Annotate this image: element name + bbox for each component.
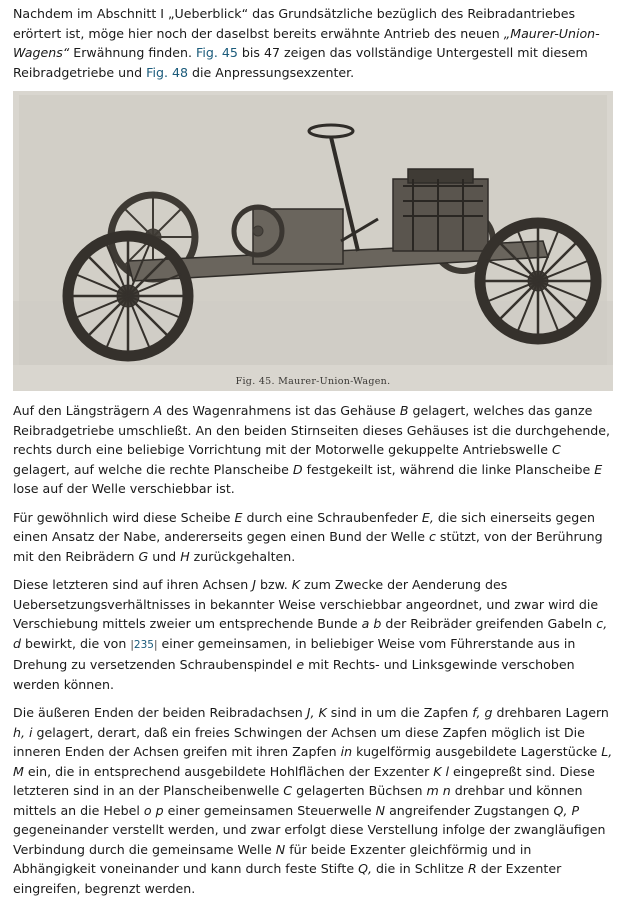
paragraph-4: Diese letzteren sind auf ihren Achsen J bzw. K zum Zwecke der Aenderung des Uebersetzungsverhältnisses in bekannter Weise verschiebbar angeordnet, und zwar wird die Verschiebung mittels zweier um entsprechende Bunde a b der Reibräder greifenden Gabeln c, d bewirkt, die von |235| einer gemeinsamen, in beliebiger Weise vom Führerstande aus in Drehung zu versetzenden Schraubenspindel e mit Rechts- und Linksgewinde verschoben werden können. [13,577,608,692]
fig-48-link[interactable]: Fig. 48 [146,64,188,80]
figure-caption: Fig. 45. Maurer-Union-Wagen. [235,376,391,387]
fig-45-link[interactable]: Fig. 45 [196,45,238,60]
intro-paragraph: Nachdem im Abschnitt I „Ueberblick“ das Grundsätzliche bezüglich des Reibradantriebes erörtert ist, möge hier noch der daselbst bereits erwähnte Antrieb des neuen „Maurer-Union-Wagens“ Erwähnung finden. Fig. 45 bis 47 zeigen das vollständige Untergestell mit diesem Reibradgetriebe und Fig. 48 die Anpressungsexzenter. [13,6,600,80]
paragraph-5: Die äußeren Enden der beiden Reibradachsen J, K sind in um die Zapfen f, g drehbaren Lagern h, i gelagert, derart, daß ein freies Schwingen der Achsen um diese Zapfen möglich ist Die inneren Enden der Achsen greifen mit ihren Zapfen in kugelförmig ausgebildete Lagerstücke L, M ein, die in entsprechend ausgebildete Hohlflächen der Exzenter K l eingepreßt sind. Diese letzteren sind in an der Planscheibenwelle C gelagerten Büchsen m n drehbar und können mittels an die Hebel o p einer gemeinsamen Steuerwelle N angreifender Zugstangen Q, P gegeneinander verstellt werden, und zwar erfolgt diese Verstellung infolge der zwangläufigen Verbindung durch die gemeinsame Welle N für beide Exzenter gleichförmig und in Abhängigkeit voneinander und kann durch feste Stifte Q, die in Schlitze R der Exzenter eingreifen, begrenzt werden. [13,705,613,896]
car-chassis-illustration [13,91,613,391]
page-235-link[interactable]: 235 [133,638,154,651]
paragraph-2: Auf den Längsträgern A des Wagenrahmens ist das Gehäuse B gelagert, welches das ganze Reibradgetriebe umschließt. An den beiden Stirnseiten dieses Gehäuses ist die durchgehende, rechts durch eine beliebige Vorrichtung mit der Motorwelle gekuppelte Antriebswelle C gelagert, auf welche die rechte Planscheibe D festgekeilt ist, während die linke Planscheibe E lose auf der Welle verschiebbar ist. [13,403,611,496]
page-marker: |235| [130,638,158,651]
paragraph-3: Für gewöhnlich wird diese Scheibe E durch eine Schraubenfeder E, die sich einerseits gegen einen Ansatz der Nabe, andererseits gegen einen Bund der Welle c stützt, von der Berührung mit den Reibrädern G und H zurückgehalten. [13,509,603,564]
figure-45-photo [13,91,613,391]
